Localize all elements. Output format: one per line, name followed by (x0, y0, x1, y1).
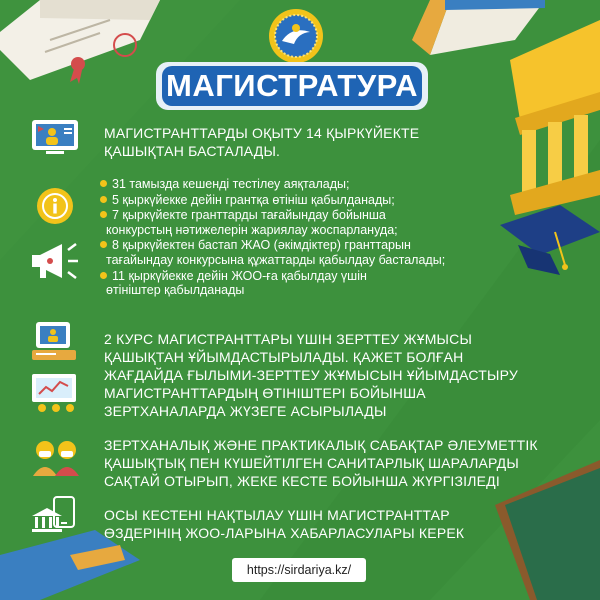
research-tablet-icon (30, 320, 82, 364)
bullet-dot (100, 241, 107, 248)
section-1-line: ҚАШЫҚТАН БАСТАЛАДЫ. (104, 143, 281, 159)
university-icon (30, 506, 64, 534)
bullet-list (100, 177, 520, 298)
list-item (100, 269, 520, 298)
presentation-icon (30, 372, 82, 416)
section-3-line: САҚТАЙ ОТЫРЫП, ЖЕКЕ КЕСТЕ БОЙЫНША ЖҮРГІЗІЛЕДІ (104, 473, 500, 489)
university-building-icon (510, 20, 600, 215)
list-item (100, 177, 520, 192)
section-3-line: ЗЕРТХАНАЛЫҚ ЖӘНЕ ПРАКТИКАЛЫҚ САБАҚТАР ӘЛЕУМЕТТІК (104, 437, 538, 453)
bullet-text-cont: тағайындау конкурсына құжаттарды қабылдау басталады; (106, 252, 446, 267)
bullet-dot (100, 196, 107, 203)
section-4-line: ОСЫ КЕСТЕНІ НАҚТЫЛАУ ҮШІН МАГИСТРАНТТАР (104, 507, 450, 523)
bullet-dot (100, 272, 107, 279)
masked-people-icon (30, 438, 82, 478)
info-icon (35, 186, 75, 226)
bullet-text: 11 қыркүйекке дейін ЖОО-ға қабылдау үшін (112, 268, 367, 283)
bullet-text: 5 қыркүйекке дейін грантқа өтініш қабылданады; (112, 192, 395, 207)
bullet-text: 7 қыркүйекте гранттарды тағайындау бойынша (112, 208, 386, 223)
section-2-line: 2 КУРС МАГИСТРАНТТАРЫ ҮШІН ЗЕРТТЕУ ЖҰМЫСЫ (104, 331, 473, 347)
bullet-text-cont: конкурстың нәтижелерін жариялау жоспарлануда; (106, 222, 398, 237)
website-link[interactable]: https://sirdariya.kz/ (232, 558, 366, 582)
title-banner (156, 62, 428, 110)
list-item (100, 193, 520, 208)
emblem-icon (268, 8, 324, 64)
section-3-text (104, 436, 538, 490)
list-item (100, 208, 520, 237)
bullet-text: 8 қыркүйектен бастап ЖАО (әкімдіктер) гранттарын (112, 238, 411, 253)
list-item (100, 238, 520, 267)
bullet-text-cont: өтініштер қабылданады (106, 283, 245, 298)
section-4-line: ӨЗДЕРІНІҢ ЖОО-ЛАРЫНА ХАБАРЛАСУЛАРЫ КЕРЕК (104, 525, 465, 541)
page-title: МАГИСТРАТУРА (162, 66, 422, 106)
section-4-text (104, 506, 464, 542)
section-2-text (104, 330, 518, 420)
section-2-line: ЗЕРТХАНАЛАРДА ЖҮЗЕГЕ АСЫРЫЛАДЫ (104, 403, 387, 419)
section-1-line: МАГИСТРАНТТАРДЫ ОҚЫТУ 14 ҚЫРКҮЙЕКТЕ (104, 125, 420, 141)
megaphone-icon (30, 238, 82, 286)
online-lesson-icon (30, 118, 82, 158)
bullet-text: 31 тамызда кешенді тестілеу аяқталады; (112, 177, 350, 191)
section-2-line: ҚАШЫҚТАН ҰЙЫМДАСТЫРЫЛАДЫ. ҚАЖЕТ БОЛҒАН (104, 349, 464, 365)
section-2-line: МАГИСТРАНТТАРДЫҢ ӨТІНІШТЕРІ БОЙЫНША (104, 385, 426, 401)
bullet-dot (100, 211, 107, 218)
bullet-dot (100, 180, 107, 187)
section-2-line: ЖАҒДАЙДА ҒЫЛЫМИ-ЗЕРТТЕУ ЖҰМЫСЫН ҰЙЫМДАСТЫРУ (104, 367, 518, 383)
books-icon (412, 0, 545, 55)
section-1-text (104, 124, 419, 160)
section-3-line: ҚАШЫҚТЫҚ ПЕН КҮШЕЙТІЛГЕН САНИТАРЛЫҚ ШАРАЛАРДЫ (104, 455, 519, 471)
